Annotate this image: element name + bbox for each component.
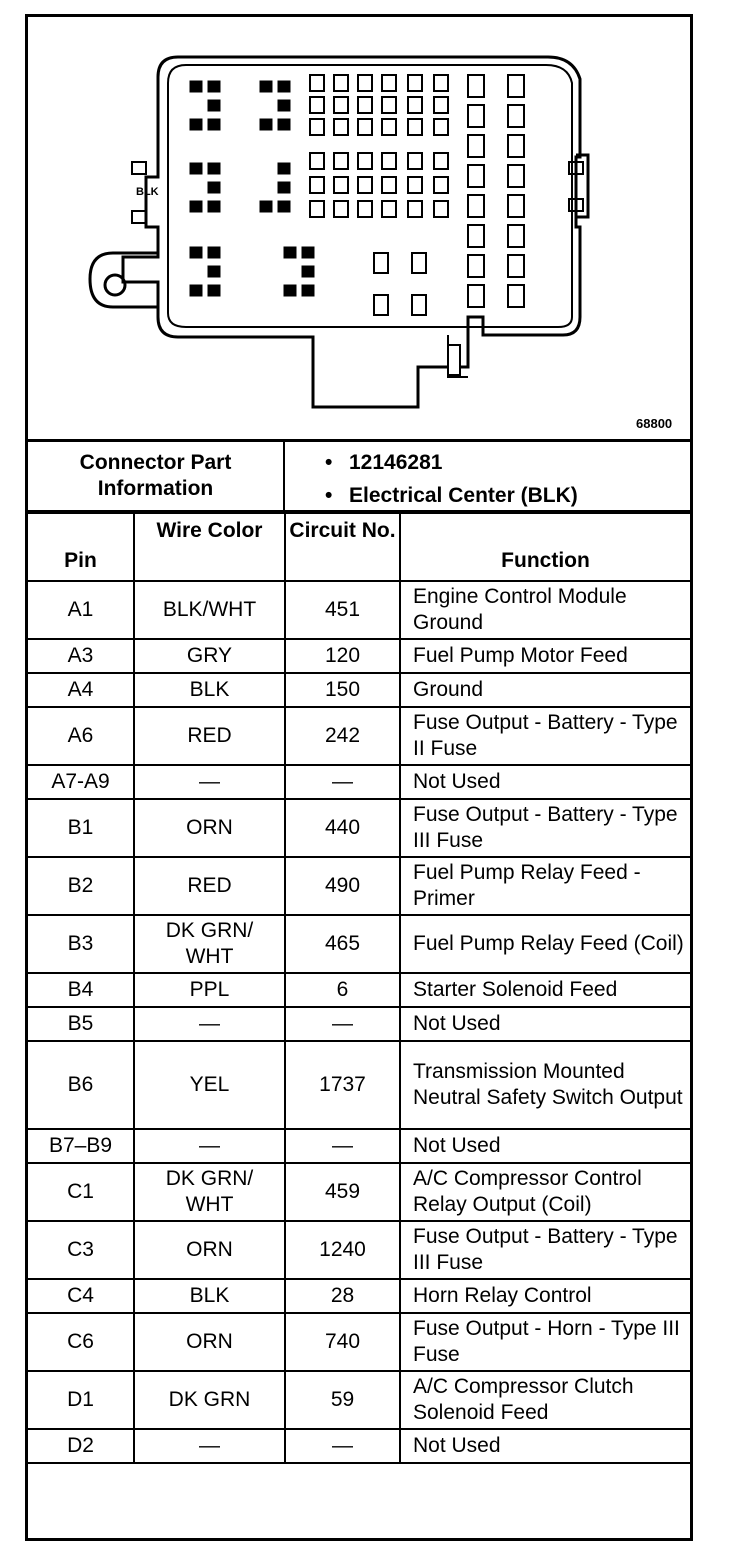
wire-color-cell: GRY xyxy=(134,639,285,673)
circuit-cell: 740 xyxy=(285,1313,400,1371)
circuit-cell: — xyxy=(285,1129,400,1163)
maxi-fuse-column-1 xyxy=(468,75,484,307)
pin-cell: B4 xyxy=(28,973,134,1007)
connector-latch xyxy=(448,345,460,375)
function-cell: Fuse Output - Battery - Type III Fuse xyxy=(400,1221,690,1279)
circuit-cell: 465 xyxy=(285,915,400,973)
wire-color-cell: RED xyxy=(134,857,285,915)
circuit-cell: 6 xyxy=(285,973,400,1007)
wire-color-cell: YEL xyxy=(134,1041,285,1129)
fuse-cluster-5 xyxy=(190,247,220,296)
circuit-cell: 120 xyxy=(285,639,400,673)
function-cell: Ground xyxy=(400,673,690,707)
circuit-cell: 242 xyxy=(285,707,400,765)
function-cell: Not Used xyxy=(400,1007,690,1041)
pin-cell: C6 xyxy=(28,1313,134,1371)
electrical-center-diagram xyxy=(28,17,690,439)
wire-color-cell: ORN xyxy=(134,799,285,857)
pin-cell: B6 xyxy=(28,1041,134,1129)
function-cell: Not Used xyxy=(400,1129,690,1163)
circuit-cell: 459 xyxy=(285,1163,400,1221)
blk-label: BLK xyxy=(136,186,159,198)
circuit-cell: — xyxy=(285,1007,400,1041)
connector-part-number: • 12146281 xyxy=(325,451,443,474)
mounting-hole xyxy=(105,275,125,295)
table-row xyxy=(28,1313,690,1371)
table-row xyxy=(28,1279,690,1313)
pin-cell: A4 xyxy=(28,673,134,707)
table-row xyxy=(28,1129,690,1163)
function-cell: A/C Compressor Control Relay Output (Coil) xyxy=(400,1163,690,1221)
function-cell: Not Used xyxy=(400,1429,690,1463)
wire-color-cell: BLK xyxy=(134,673,285,707)
connector-description: • Electrical Center (BLK) xyxy=(325,484,578,507)
left-clip-bottom xyxy=(132,211,146,223)
function-cell: Not Used xyxy=(400,765,690,799)
table-row xyxy=(28,581,690,639)
figure-id: 68800 xyxy=(636,416,673,431)
circuit-cell: 490 xyxy=(285,857,400,915)
maxi-fuse-column-2 xyxy=(508,75,524,307)
circuit-cell: 150 xyxy=(285,673,400,707)
table-row xyxy=(28,915,690,973)
function-cell: Fuel Pump Relay Feed - Primer xyxy=(400,857,690,915)
pin-cell: B7–B9 xyxy=(28,1129,134,1163)
function-cell: Fuse Output - Horn - Type III Fuse xyxy=(400,1313,690,1371)
pin-cell: B2 xyxy=(28,857,134,915)
table-row xyxy=(28,799,690,857)
wire-color-cell: DK GRN xyxy=(134,1371,285,1429)
header-pin: Pin xyxy=(28,513,134,581)
fuse-cluster-4 xyxy=(260,163,290,212)
wire-color-cell: RED xyxy=(134,707,285,765)
function-cell: Fuel Pump Relay Feed (Coil) xyxy=(400,915,690,973)
wire-color-cell: PPL xyxy=(134,973,285,1007)
header-wire-color: Wire Color xyxy=(134,513,285,581)
pin-cell: D2 xyxy=(28,1429,134,1463)
function-cell: Horn Relay Control xyxy=(400,1279,690,1313)
fuse-cluster-3 xyxy=(190,163,220,212)
wire-color-cell: ORN xyxy=(134,1221,285,1279)
function-cell: A/C Compressor Clutch Solenoid Feed xyxy=(400,1371,690,1429)
header-circuit-no: Circuit No. xyxy=(285,513,400,581)
wire-color-cell: — xyxy=(134,1429,285,1463)
pin-cell: A1 xyxy=(28,581,134,639)
pin-cell: A6 xyxy=(28,707,134,765)
wire-color-cell: — xyxy=(134,1007,285,1041)
connector-info-label: Connector Part Information xyxy=(28,442,285,510)
connector-info xyxy=(28,439,690,512)
pin-cell: B5 xyxy=(28,1007,134,1041)
table-row xyxy=(28,1429,690,1463)
table-header-row xyxy=(28,513,690,581)
wire-color-cell: BLK xyxy=(134,1279,285,1313)
pin-cell: A3 xyxy=(28,639,134,673)
circuit-cell: 440 xyxy=(285,799,400,857)
single-cavities xyxy=(374,253,426,315)
figure-frame xyxy=(25,14,693,1541)
pin-cell: A7-A9 xyxy=(28,765,134,799)
pin-cell: C4 xyxy=(28,1279,134,1313)
wire-color-cell: — xyxy=(134,765,285,799)
function-cell: Fuel Pump Motor Feed xyxy=(400,639,690,673)
relay-grid xyxy=(310,75,448,217)
table-row xyxy=(28,639,690,673)
circuit-cell: 1737 xyxy=(285,1041,400,1129)
table-row xyxy=(28,1007,690,1041)
table-row xyxy=(28,1041,690,1129)
table-row xyxy=(28,857,690,915)
table-row xyxy=(28,1371,690,1429)
wire-color-cell: BLK/WHT xyxy=(134,581,285,639)
left-clip-top xyxy=(132,162,146,174)
circuit-cell: 451 xyxy=(285,581,400,639)
table-row xyxy=(28,973,690,1007)
fuse-cluster-2 xyxy=(260,81,290,130)
pin-cell: B3 xyxy=(28,915,134,973)
function-cell: Fuse Output - Battery - Type II Fuse xyxy=(400,707,690,765)
function-cell: Engine Control Module Ground xyxy=(400,581,690,639)
pin-cell: C3 xyxy=(28,1221,134,1279)
fuse-cluster-6 xyxy=(284,247,314,296)
wire-color-cell: ORN xyxy=(134,1313,285,1371)
pin-cell: B1 xyxy=(28,799,134,857)
circuit-cell: 59 xyxy=(285,1371,400,1429)
header-function: Function xyxy=(400,513,690,581)
function-cell: Transmission Mounted Neutral Safety Switch Output xyxy=(400,1041,690,1129)
table-row xyxy=(28,1163,690,1221)
circuit-cell: 28 xyxy=(285,1279,400,1313)
circuit-cell: — xyxy=(285,765,400,799)
connector-info-list xyxy=(285,442,690,510)
table-row xyxy=(28,673,690,707)
circuit-cell: — xyxy=(285,1429,400,1463)
wire-color-cell: — xyxy=(134,1129,285,1163)
pinout-table xyxy=(28,512,690,1464)
circuit-cell: 1240 xyxy=(285,1221,400,1279)
function-cell: Starter Solenoid Feed xyxy=(400,973,690,1007)
wire-color-cell: DK GRN/ WHT xyxy=(134,915,285,973)
wire-color-cell: DK GRN/ WHT xyxy=(134,1163,285,1221)
table-row xyxy=(28,1221,690,1279)
function-cell: Fuse Output - Battery - Type III Fuse xyxy=(400,799,690,857)
pin-cell: C1 xyxy=(28,1163,134,1221)
pin-cell: D1 xyxy=(28,1371,134,1429)
fuse-cluster-1 xyxy=(190,81,220,130)
table-row xyxy=(28,707,690,765)
table-row xyxy=(28,765,690,799)
